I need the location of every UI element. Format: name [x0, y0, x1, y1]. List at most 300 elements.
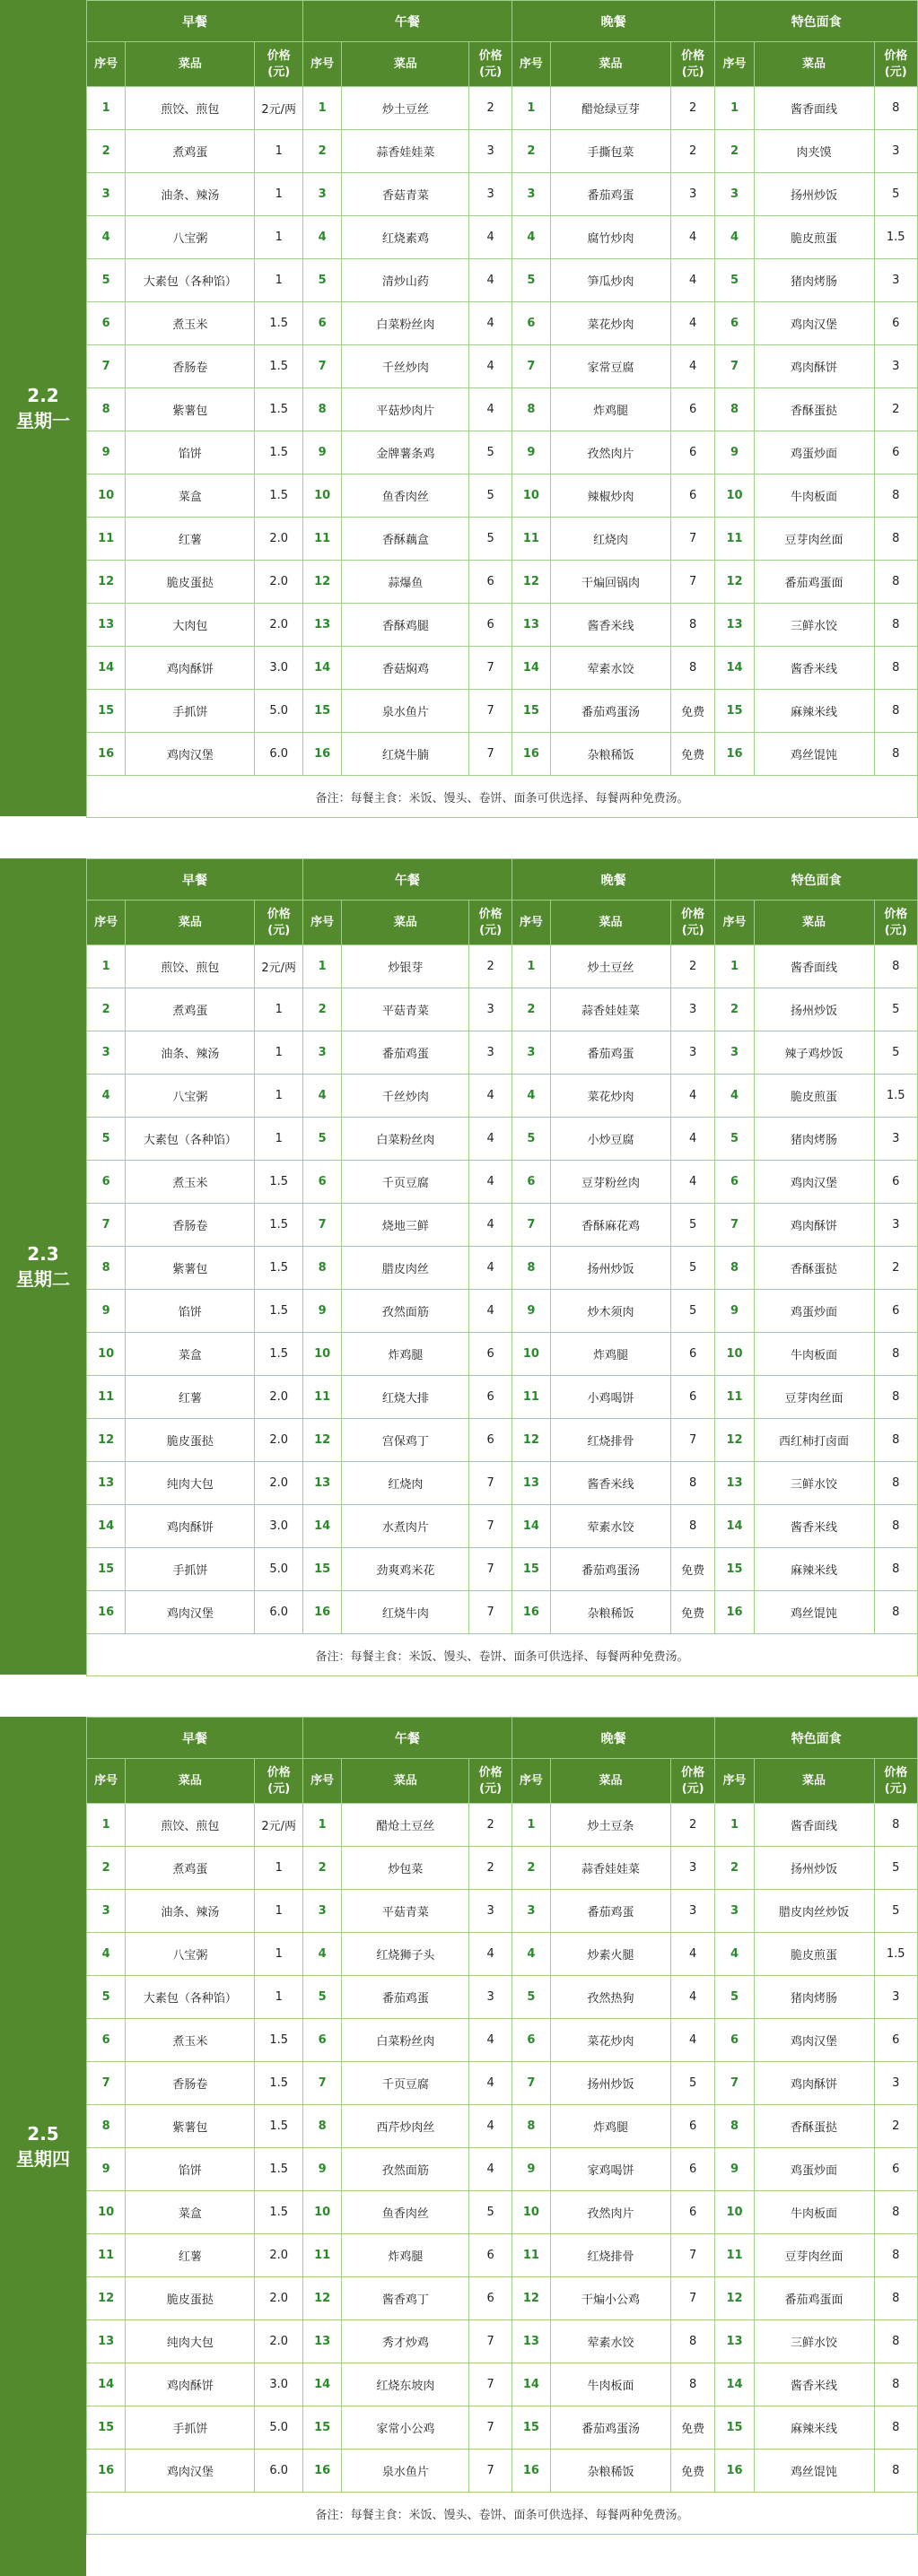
- col-price-label: 价格: [681, 907, 705, 921]
- index-cell: 9: [511, 431, 550, 474]
- index-cell: 2: [303, 1847, 342, 1890]
- breakfast-dish-cell: 香肠卷: [126, 2062, 255, 2105]
- table-row: [87, 1548, 918, 1591]
- index-cell: 11: [87, 1376, 126, 1419]
- dinner-price-cell: 3: [670, 173, 714, 216]
- index-cell: 1: [87, 87, 126, 130]
- noodle-dish-cell: 豆芽肉丝面: [754, 2234, 874, 2277]
- breakfast-dish-cell: 油条、辣汤: [126, 173, 255, 216]
- index-cell: 15: [511, 1548, 550, 1591]
- lunch-price-cell: 4: [469, 1075, 511, 1118]
- breakfast-dish-cell: 紫薯包: [126, 1247, 255, 1290]
- col-index-header: 序号: [511, 42, 550, 87]
- table-row: [87, 1031, 918, 1075]
- col-price-label: 价格: [884, 1765, 908, 1780]
- index-cell: 1: [87, 945, 126, 988]
- index-cell: 10: [303, 2191, 342, 2234]
- index-cell: 13: [511, 2320, 550, 2363]
- dinner-dish-cell: 腐竹炒肉: [551, 216, 671, 259]
- breakfast-price-cell: 1.5: [255, 1247, 303, 1290]
- lunch-price-cell: 7: [469, 2363, 511, 2406]
- lunch-dish-cell: 炒土豆丝: [342, 87, 469, 130]
- breakfast-dish-cell: 菜盒: [126, 1333, 255, 1376]
- col-price-label: 价格: [267, 1765, 291, 1780]
- noodle-price-cell: 8: [874, 1462, 918, 1505]
- dinner-price-cell: 7: [670, 2234, 714, 2277]
- noodle-price-cell: 2: [874, 388, 918, 431]
- dinner-dish-cell: 红烧排骨: [551, 1419, 671, 1462]
- col-price-header: [255, 901, 303, 945]
- breakfast-dish-cell: 纯肉大包: [126, 2320, 255, 2363]
- index-cell: 5: [511, 1118, 550, 1161]
- dinner-dish-cell: 菜花炒肉: [551, 1075, 671, 1118]
- meal-dinner-header: 晚餐: [511, 1718, 715, 1759]
- col-price-unit: (元): [267, 65, 291, 79]
- noodle-dish-cell: 肉夹馍: [754, 130, 874, 173]
- col-price-header: [469, 901, 511, 945]
- dinner-price-cell: 5: [670, 1290, 714, 1333]
- breakfast-dish-cell: 脆皮蛋挞: [126, 561, 255, 604]
- breakfast-dish-cell: 煮鸡蛋: [126, 988, 255, 1031]
- lunch-dish-cell: 香酥藕盒: [342, 518, 469, 561]
- index-cell: 3: [303, 1031, 342, 1075]
- col-dish-header: 菜品: [754, 1759, 874, 1804]
- dinner-price-cell: 4: [670, 259, 714, 302]
- breakfast-price-cell: 1.5: [255, 345, 303, 388]
- col-price-unit: (元): [479, 1781, 503, 1796]
- noodle-price-cell: 8: [874, 2406, 918, 2450]
- noodle-price-cell: 8: [874, 1376, 918, 1419]
- lunch-dish-cell: 劲爽鸡米花: [342, 1548, 469, 1591]
- dinner-price-cell: 4: [670, 302, 714, 345]
- breakfast-price-cell: 1.5: [255, 2062, 303, 2105]
- col-price-label: 价格: [884, 48, 908, 63]
- index-cell: 2: [511, 1847, 550, 1890]
- dinner-dish-cell: 酱香米线: [551, 1462, 671, 1505]
- table-row: [87, 1333, 918, 1376]
- index-cell: 9: [303, 2148, 342, 2191]
- table-row: [87, 2277, 918, 2320]
- dinner-dish-cell: 笋瓜炒肉: [551, 259, 671, 302]
- noodle-price-cell: 6: [874, 1290, 918, 1333]
- index-cell: 5: [87, 1118, 126, 1161]
- col-index-header: 序号: [715, 1759, 754, 1804]
- index-cell: 7: [87, 2062, 126, 2105]
- dinner-price-cell: 4: [670, 1161, 714, 1204]
- dinner-price-cell: 免费: [670, 690, 714, 733]
- day-date: 2.5: [27, 2123, 59, 2145]
- breakfast-dish-cell: 香肠卷: [126, 345, 255, 388]
- lunch-dish-cell: 千页豆腐: [342, 2062, 469, 2105]
- lunch-price-cell: 4: [469, 388, 511, 431]
- noodle-dish-cell: 鸡肉酥饼: [754, 1204, 874, 1247]
- index-cell: 4: [715, 1075, 754, 1118]
- lunch-dish-cell: 炒银芽: [342, 945, 469, 988]
- noodle-dish-cell: 牛肉板面: [754, 1333, 874, 1376]
- noodle-price-cell: 8: [874, 945, 918, 988]
- index-cell: 8: [511, 388, 550, 431]
- index-cell: 1: [511, 945, 550, 988]
- dinner-dish-cell: 蒜香娃娃菜: [551, 1847, 671, 1890]
- lunch-dish-cell: 酱香鸡丁: [342, 2277, 469, 2320]
- col-price-label: 价格: [681, 1765, 705, 1780]
- noodle-price-cell: 6: [874, 431, 918, 474]
- lunch-dish-cell: 孜然面筋: [342, 1290, 469, 1333]
- dinner-price-cell: 6: [670, 1333, 714, 1376]
- breakfast-price-cell: 1.5: [255, 2019, 303, 2062]
- index-cell: 4: [715, 216, 754, 259]
- breakfast-dish-cell: 菜盒: [126, 2191, 255, 2234]
- day-label: [16, 2121, 70, 2171]
- dinner-dish-cell: 红烧排骨: [551, 2234, 671, 2277]
- table-row: [87, 216, 918, 259]
- col-price-unit: (元): [884, 65, 907, 79]
- lunch-dish-cell: 平菇炒肉片: [342, 388, 469, 431]
- breakfast-dish-cell: 煎饺、煎包: [126, 87, 255, 130]
- index-cell: 8: [715, 2105, 754, 2148]
- index-cell: 1: [303, 1804, 342, 1847]
- col-price-header: [469, 1759, 511, 1804]
- lunch-dish-cell: 泉水鱼片: [342, 690, 469, 733]
- dinner-dish-cell: 孜然肉片: [551, 2191, 671, 2234]
- lunch-dish-cell: 红烧东坡肉: [342, 2363, 469, 2406]
- table-row: [87, 259, 918, 302]
- lunch-price-cell: 3: [469, 173, 511, 216]
- table-row: [87, 733, 918, 776]
- lunch-dish-cell: 醋炝土豆丝: [342, 1804, 469, 1847]
- breakfast-dish-cell: 八宝粥: [126, 1933, 255, 1976]
- col-index-header: 序号: [303, 1759, 342, 1804]
- index-cell: 15: [715, 690, 754, 733]
- noodle-dish-cell: 扬州炒饭: [754, 173, 874, 216]
- noodle-dish-cell: 三鲜水饺: [754, 2320, 874, 2363]
- index-cell: 1: [303, 87, 342, 130]
- lunch-dish-cell: 秀才炒鸡: [342, 2320, 469, 2363]
- index-cell: 11: [303, 518, 342, 561]
- table-row: [87, 1976, 918, 2019]
- lunch-dish-cell: 西芹炒肉丝: [342, 2105, 469, 2148]
- noodle-price-cell: 8: [874, 474, 918, 518]
- col-price-header: [874, 901, 918, 945]
- breakfast-price-cell: 3.0: [255, 2363, 303, 2406]
- index-cell: 4: [511, 216, 550, 259]
- table-row: [87, 2450, 918, 2493]
- index-cell: 2: [303, 988, 342, 1031]
- lunch-dish-cell: 鱼香肉丝: [342, 2191, 469, 2234]
- breakfast-dish-cell: 红薯: [126, 2234, 255, 2277]
- noodle-price-cell: 8: [874, 1333, 918, 1376]
- index-cell: 9: [511, 1290, 550, 1333]
- table-row: [87, 1591, 918, 1634]
- index-cell: 2: [87, 1847, 126, 1890]
- table-row: [87, 1247, 918, 1290]
- index-cell: 16: [303, 1591, 342, 1634]
- breakfast-price-cell: 6.0: [255, 733, 303, 776]
- index-cell: 12: [715, 2277, 754, 2320]
- index-cell: 16: [715, 2450, 754, 2493]
- lunch-price-cell: 4: [469, 1247, 511, 1290]
- lunch-price-cell: 7: [469, 1505, 511, 1548]
- index-cell: 1: [303, 945, 342, 988]
- index-cell: 10: [715, 474, 754, 518]
- dinner-price-cell: 6: [670, 2191, 714, 2234]
- col-price-header: [874, 42, 918, 87]
- lunch-price-cell: 6: [469, 1376, 511, 1419]
- index-cell: 5: [715, 1976, 754, 2019]
- noodle-price-cell: 5: [874, 988, 918, 1031]
- table-row: [87, 1462, 918, 1505]
- index-cell: 4: [303, 216, 342, 259]
- index-cell: 14: [303, 1505, 342, 1548]
- lunch-dish-cell: 红烧狮子头: [342, 1933, 469, 1976]
- col-index-header: 序号: [87, 901, 126, 945]
- menu-note: 备注：每餐主食：米饭、馒头、卷饼、面条可供选择、每餐两种免费汤。: [87, 1634, 918, 1676]
- index-cell: 4: [303, 1075, 342, 1118]
- dinner-price-cell: 6: [670, 474, 714, 518]
- breakfast-dish-cell: 脆皮蛋挞: [126, 2277, 255, 2320]
- index-cell: 7: [87, 345, 126, 388]
- col-dish-header: 菜品: [754, 42, 874, 87]
- breakfast-dish-cell: 脆皮蛋挞: [126, 1419, 255, 1462]
- dinner-price-cell: 6: [670, 431, 714, 474]
- noodle-dish-cell: 西红柿打卤面: [754, 1419, 874, 1462]
- dinner-dish-cell: 小鸡喝饼: [551, 1376, 671, 1419]
- noodle-price-cell: 3: [874, 259, 918, 302]
- index-cell: 10: [303, 474, 342, 518]
- lunch-price-cell: 3: [469, 130, 511, 173]
- dinner-price-cell: 2: [670, 130, 714, 173]
- index-cell: 9: [303, 1290, 342, 1333]
- col-dish-header: 菜品: [551, 901, 671, 945]
- dinner-dish-cell: 小炒豆腐: [551, 1118, 671, 1161]
- index-cell: 8: [511, 1247, 550, 1290]
- index-cell: 11: [87, 518, 126, 561]
- meal-noodles-header: 特色面食: [715, 1718, 918, 1759]
- index-cell: 12: [511, 1419, 550, 1462]
- table-row: [87, 302, 918, 345]
- table-row: [87, 1890, 918, 1933]
- breakfast-dish-cell: 油条、辣汤: [126, 1031, 255, 1075]
- index-cell: 14: [87, 647, 126, 690]
- breakfast-price-cell: 1.5: [255, 1290, 303, 1333]
- noodle-dish-cell: 麻辣米线: [754, 690, 874, 733]
- noodle-price-cell: 8: [874, 2363, 918, 2406]
- noodle-price-cell: 3: [874, 2062, 918, 2105]
- dinner-dish-cell: 干煸小公鸡: [551, 2277, 671, 2320]
- noodle-price-cell: 8: [874, 1419, 918, 1462]
- col-price-header: [670, 1759, 714, 1804]
- index-cell: 7: [303, 2062, 342, 2105]
- lunch-price-cell: 6: [469, 1333, 511, 1376]
- index-cell: 4: [87, 216, 126, 259]
- index-cell: 2: [511, 130, 550, 173]
- breakfast-dish-cell: 手抓饼: [126, 690, 255, 733]
- index-cell: 1: [511, 87, 550, 130]
- lunch-price-cell: 4: [469, 302, 511, 345]
- noodle-price-cell: 8: [874, 733, 918, 776]
- table-row: [87, 2062, 918, 2105]
- day-label: [16, 1241, 70, 1292]
- table-row: [87, 2148, 918, 2191]
- table-row: [87, 647, 918, 690]
- index-cell: 4: [87, 1075, 126, 1118]
- breakfast-dish-cell: 煮玉米: [126, 302, 255, 345]
- table-row: [87, 604, 918, 647]
- breakfast-dish-cell: 馅饼: [126, 2148, 255, 2191]
- index-cell: 11: [303, 2234, 342, 2277]
- index-cell: 13: [87, 1462, 126, 1505]
- lunch-price-cell: 4: [469, 2062, 511, 2105]
- col-price-unit: (元): [267, 923, 291, 937]
- dinner-dish-cell: 炸鸡腿: [551, 388, 671, 431]
- lunch-price-cell: 4: [469, 259, 511, 302]
- index-cell: 16: [87, 1591, 126, 1634]
- noodle-price-cell: 5: [874, 173, 918, 216]
- lunch-price-cell: 7: [469, 647, 511, 690]
- lunch-dish-cell: 泉水鱼片: [342, 2450, 469, 2493]
- dinner-price-cell: 4: [670, 2019, 714, 2062]
- lunch-dish-cell: 平菇青菜: [342, 988, 469, 1031]
- noodle-dish-cell: 三鲜水饺: [754, 1462, 874, 1505]
- col-dish-header: 菜品: [126, 42, 255, 87]
- dinner-dish-cell: 炒土豆条: [551, 1804, 671, 1847]
- day-weekday: 星期一: [16, 410, 70, 431]
- index-cell: 13: [87, 2320, 126, 2363]
- noodle-dish-cell: 豆芽肉丝面: [754, 518, 874, 561]
- index-cell: 10: [87, 474, 126, 518]
- noodle-price-cell: 8: [874, 2277, 918, 2320]
- index-cell: 9: [715, 431, 754, 474]
- noodle-price-cell: 3: [874, 345, 918, 388]
- noodle-dish-cell: 鸡肉汉堡: [754, 302, 874, 345]
- lunch-dish-cell: 红烧牛腩: [342, 733, 469, 776]
- col-dish-header: 菜品: [551, 1759, 671, 1804]
- index-cell: 12: [715, 561, 754, 604]
- col-price-unit: (元): [479, 65, 503, 79]
- dinner-price-cell: 免费: [670, 2406, 714, 2450]
- noodle-dish-cell: 香酥蛋挞: [754, 1247, 874, 1290]
- breakfast-dish-cell: 鸡肉汉堡: [126, 2450, 255, 2493]
- lunch-dish-cell: 千丝炒肉: [342, 1075, 469, 1118]
- breakfast-dish-cell: 煮鸡蛋: [126, 1847, 255, 1890]
- index-cell: 3: [87, 173, 126, 216]
- col-price-label: 价格: [267, 48, 291, 63]
- noodle-price-cell: 6: [874, 2019, 918, 2062]
- index-cell: 13: [511, 1462, 550, 1505]
- noodle-price-cell: 6: [874, 302, 918, 345]
- breakfast-dish-cell: 鸡肉汉堡: [126, 733, 255, 776]
- table-row: [87, 1419, 918, 1462]
- col-index-header: 序号: [87, 42, 126, 87]
- noodle-dish-cell: 酱香米线: [754, 2363, 874, 2406]
- lunch-price-cell: 7: [469, 2320, 511, 2363]
- table-row: [87, 1161, 918, 1204]
- index-cell: 11: [511, 1376, 550, 1419]
- dinner-dish-cell: 孜然热狗: [551, 1976, 671, 2019]
- dinner-dish-cell: 番茄鸡蛋汤: [551, 2406, 671, 2450]
- col-price-header: [670, 901, 714, 945]
- index-cell: 15: [303, 690, 342, 733]
- breakfast-price-cell: 5.0: [255, 1548, 303, 1591]
- index-cell: 13: [303, 1462, 342, 1505]
- dinner-dish-cell: 炸鸡腿: [551, 2105, 671, 2148]
- index-cell: 3: [303, 1890, 342, 1933]
- meal-dinner-header: 晚餐: [511, 859, 715, 901]
- meal-breakfast-header: 早餐: [87, 1718, 303, 1759]
- noodle-dish-cell: 香酥蛋挞: [754, 2105, 874, 2148]
- index-cell: 10: [511, 474, 550, 518]
- index-cell: 14: [715, 647, 754, 690]
- index-cell: 13: [715, 604, 754, 647]
- index-cell: 6: [511, 1161, 550, 1204]
- table-row: [87, 2191, 918, 2234]
- breakfast-price-cell: 6.0: [255, 1591, 303, 1634]
- lunch-price-cell: 6: [469, 2277, 511, 2320]
- dinner-price-cell: 5: [670, 1247, 714, 1290]
- index-cell: 9: [87, 1290, 126, 1333]
- noodle-dish-cell: 鸡肉汉堡: [754, 1161, 874, 1204]
- index-cell: 13: [715, 2320, 754, 2363]
- dinner-price-cell: 4: [670, 216, 714, 259]
- col-price-header: [469, 42, 511, 87]
- noodle-price-cell: 6: [874, 1161, 918, 1204]
- index-cell: 15: [303, 1548, 342, 1591]
- lunch-dish-cell: 鱼香肉丝: [342, 474, 469, 518]
- dinner-price-cell: 免费: [670, 2450, 714, 2493]
- lunch-dish-cell: 香酥鸡腿: [342, 604, 469, 647]
- col-price-label: 价格: [681, 48, 705, 63]
- col-dish-header: 菜品: [754, 901, 874, 945]
- breakfast-price-cell: 2.0: [255, 1419, 303, 1462]
- noodle-dish-cell: 麻辣米线: [754, 2406, 874, 2450]
- noodle-price-cell: 1.5: [874, 216, 918, 259]
- breakfast-dish-cell: 大素包（各种馅）: [126, 1976, 255, 2019]
- day-date: 2.3: [27, 1243, 59, 1265]
- index-cell: 9: [715, 1290, 754, 1333]
- lunch-price-cell: 2: [469, 87, 511, 130]
- index-cell: 5: [511, 1976, 550, 2019]
- index-cell: 16: [715, 733, 754, 776]
- lunch-dish-cell: 家常小公鸡: [342, 2406, 469, 2450]
- dinner-dish-cell: 番茄鸡蛋: [551, 173, 671, 216]
- table-row: [87, 1290, 918, 1333]
- col-dish-header: 菜品: [551, 42, 671, 87]
- breakfast-price-cell: 5.0: [255, 690, 303, 733]
- dinner-price-cell: 免费: [670, 1548, 714, 1591]
- index-cell: 7: [511, 345, 550, 388]
- breakfast-price-cell: 2.0: [255, 2234, 303, 2277]
- noodle-price-cell: 8: [874, 1804, 918, 1847]
- col-index-header: 序号: [715, 901, 754, 945]
- lunch-price-cell: 4: [469, 2148, 511, 2191]
- noodle-dish-cell: 辣子鸡炒饭: [754, 1031, 874, 1075]
- lunch-dish-cell: 番茄鸡蛋: [342, 1031, 469, 1075]
- index-cell: 2: [87, 130, 126, 173]
- breakfast-price-cell: 2.0: [255, 2277, 303, 2320]
- index-cell: 8: [87, 2105, 126, 2148]
- dinner-dish-cell: 炒素火腿: [551, 1933, 671, 1976]
- dinner-price-cell: 8: [670, 604, 714, 647]
- dinner-dish-cell: 荤素水饺: [551, 647, 671, 690]
- breakfast-dish-cell: 大素包（各种馅）: [126, 1118, 255, 1161]
- noodle-dish-cell: 鸡蛋炒面: [754, 431, 874, 474]
- index-cell: 3: [511, 1890, 550, 1933]
- col-price-header: [255, 42, 303, 87]
- breakfast-dish-cell: 煮玉米: [126, 2019, 255, 2062]
- lunch-dish-cell: 白菜粉丝肉: [342, 1118, 469, 1161]
- day-menu-block: [0, 858, 918, 1675]
- noodle-dish-cell: 豆芽肉丝面: [754, 1376, 874, 1419]
